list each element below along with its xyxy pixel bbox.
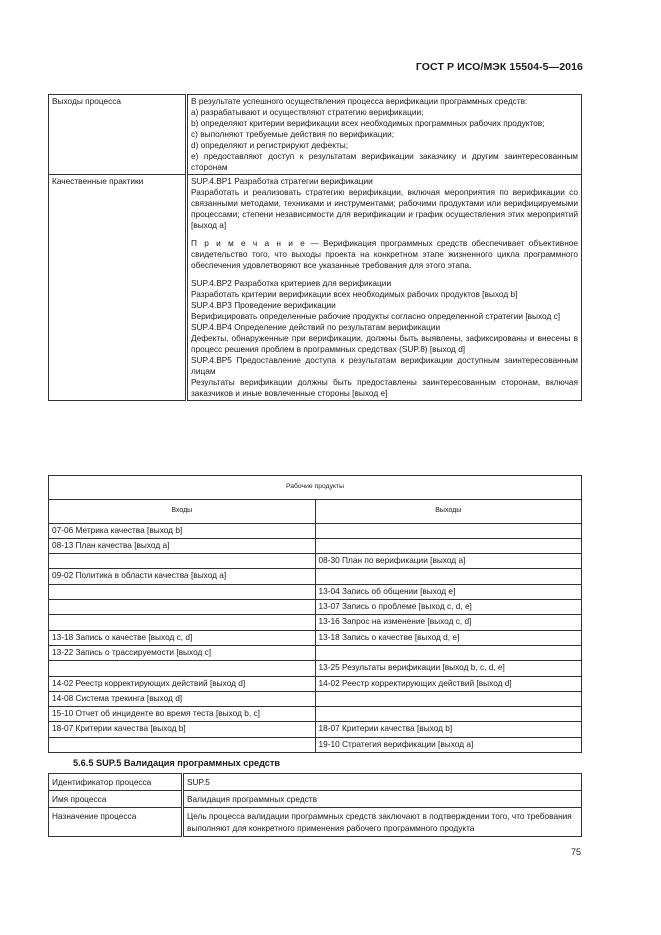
output-cell: [315, 569, 582, 584]
table-row: [49, 523, 582, 538]
inputs-header: Входы: [49, 500, 316, 523]
output-cell: 13-25 Результаты верификации [выход b, с, d, е]: [315, 661, 582, 676]
table-row: [49, 808, 582, 837]
table-row: [49, 538, 582, 553]
work-products-rows: [49, 523, 582, 752]
table-row: [49, 600, 582, 615]
input-cell: 13-18 Запись о качестве [выход с, d]: [49, 630, 316, 645]
output-cell: 13-16 Запрос на изменение [выход с, d]: [315, 615, 582, 630]
output-cell: 13-18 Запись о качестве [выход d, е]: [315, 630, 582, 645]
input-cell: [49, 600, 316, 615]
output-cell: 08-30 План по верификации [выход а]: [315, 554, 582, 569]
table-row: [49, 722, 582, 737]
bp3-text: Верифицировать определенные рабочие продукты согласно определенной стратегии [выход с]: [191, 311, 561, 321]
outputs-header: Выходы: [315, 500, 582, 523]
note-text: — Верификация программных средств обеспечивает объективное свидетельство того, что выходы проекта на конкретном этапе жизненного цикла программного обеспечения удовлетворяют все указанные требования для этого этапа.: [191, 238, 578, 270]
work-products-caption: Рабочие продукты: [49, 476, 582, 500]
id-value: SUP.5: [183, 774, 582, 791]
input-cell: [49, 584, 316, 599]
output-cell: [315, 645, 582, 660]
bp2-title: SUP.4.BP2 Разработка критериев для верификации: [191, 278, 392, 288]
bp5-title: SUP.4.BP5 Предоставление доступа к результатам верификации доступным заинтересованным лицам: [191, 355, 578, 376]
table-row: [49, 554, 582, 569]
outcomes-row: [49, 95, 582, 175]
note: [191, 238, 578, 271]
practices-content: [187, 175, 582, 401]
output-cell: 13-04 Запись об общении [выход е]: [315, 584, 582, 599]
table-row: [49, 630, 582, 645]
outcome-a: а) разрабатывают и осуществляют стратегию верификации;: [191, 107, 424, 117]
section-title: 5.6.5 SUP.5 Валидация программных средств: [73, 758, 281, 768]
purpose-label: Назначение процесса: [49, 808, 183, 837]
outcome-e: е) предоставляют доступ к результатам верификации заказчику и другим заинтересованным сторонам: [191, 151, 578, 172]
table-row: [49, 737, 582, 752]
page-number: 75: [570, 847, 581, 857]
table-row: [49, 691, 582, 706]
output-cell: [315, 538, 582, 553]
output-cell: [315, 707, 582, 722]
outcome-c: c) выполняют требуемые действия по верификации;: [191, 129, 395, 139]
purpose-value: Цель процесса валидации программных средств заключают в подтверждении того, что требования выполняют для конкретного применения рабочего программного продукта: [183, 808, 582, 837]
bp1-text: Разработать и реализовать стратегию верификации, включая мероприятия по верификации со связанными методами, техниками и инструментами; рабочими продуктами или верифицируемыми процессами; степени независимости для верификации и график осуществления этих мероприятий [выход а]: [191, 187, 578, 230]
table-row: [49, 615, 582, 630]
output-cell: 18-07 Критерии качества [выход b]: [315, 722, 582, 737]
outcome-d: d) определяют и регистрируют дефекты;: [191, 140, 349, 150]
input-cell: 18-07 Критерии качества [выход b]: [49, 722, 316, 737]
id-label: Идентификатор процесса: [49, 774, 183, 791]
practices-label: Качественные практики: [49, 175, 187, 401]
outcome-intro: В результате успешного осуществления процесса верификации программных средств:: [191, 96, 528, 106]
input-cell: 07-06 Метрика качества [выход b]: [49, 523, 316, 538]
input-cell: [49, 615, 316, 630]
table-row: [49, 774, 582, 791]
input-cell: 13-22 Запись о трассируемости [выход с]: [49, 645, 316, 660]
table-row: [49, 791, 582, 808]
bp4-title: SUP.4.BP4 Определение действий по результатам верификации: [191, 322, 441, 332]
input-cell: [49, 661, 316, 676]
bp5-text: Результаты верификации должны быть предоставлены заинтересованным сторонам, включая заказчиков и иные вовлеченные стороны [выход е]: [191, 377, 578, 398]
outcomes-list: [187, 95, 582, 175]
outcome-b: b) определяют критерии верификации всех необходимых программных рабочих продуктов;: [191, 118, 545, 128]
note-label: П р и м е ч а н и е: [191, 238, 307, 248]
sup5-table: [48, 773, 582, 837]
table-row: [49, 676, 582, 691]
input-cell: 09-02 Политика в области качества [выход а]: [49, 569, 316, 584]
output-cell: 19-10 Стратегия верификации [выход а]: [315, 737, 582, 752]
work-products-table: [48, 475, 582, 753]
input-cell: 08-13 План качества [выход а]: [49, 538, 316, 553]
process-outcomes-table: [48, 94, 582, 401]
practices-row: [49, 175, 582, 401]
name-value: Валидация программных средств: [183, 791, 582, 808]
bp2-text: Разработать критерии верификации всех необходимых рабочих продуктов [выход b]: [191, 289, 518, 299]
input-cell: 15-10 Отчет об инциденте во время теста [выход b, с]: [49, 707, 316, 722]
output-cell: [315, 691, 582, 706]
outcomes-label: Выходы процесса: [49, 95, 187, 175]
input-cell: 14-08 Система трекинга [выход d]: [49, 691, 316, 706]
output-cell: [315, 523, 582, 538]
bp3-title: SUP.4.BP3 Проведение верификации: [191, 300, 336, 310]
bp4-text: Дефекты, обнаруженные при верификации, должны быть выявлены, зафиксированы и внесены в процесс решения проблем в программных средствах (SUP.8) [выход d]: [191, 333, 578, 354]
table-row: [49, 569, 582, 584]
table-row: [49, 584, 582, 599]
output-cell: 14-02 Реестр корректирующих действий [выход d]: [315, 676, 582, 691]
document-header: ГОСТ Р ИСО/МЭК 15504-5—2016: [415, 61, 583, 73]
bp1-title: SUP.4.BP1 Разработка стратегии верификации: [191, 176, 373, 186]
output-cell: 13-07 Запись о проблеме [выход с, d, е]: [315, 600, 582, 615]
table-row: [49, 707, 582, 722]
input-cell: [49, 554, 316, 569]
input-cell: 14-02 Реестр корректирующих действий [выход d]: [49, 676, 316, 691]
table-row: [49, 645, 582, 660]
name-label: Имя процесса: [49, 791, 183, 808]
table-row: [49, 661, 582, 676]
input-cell: [49, 737, 316, 752]
